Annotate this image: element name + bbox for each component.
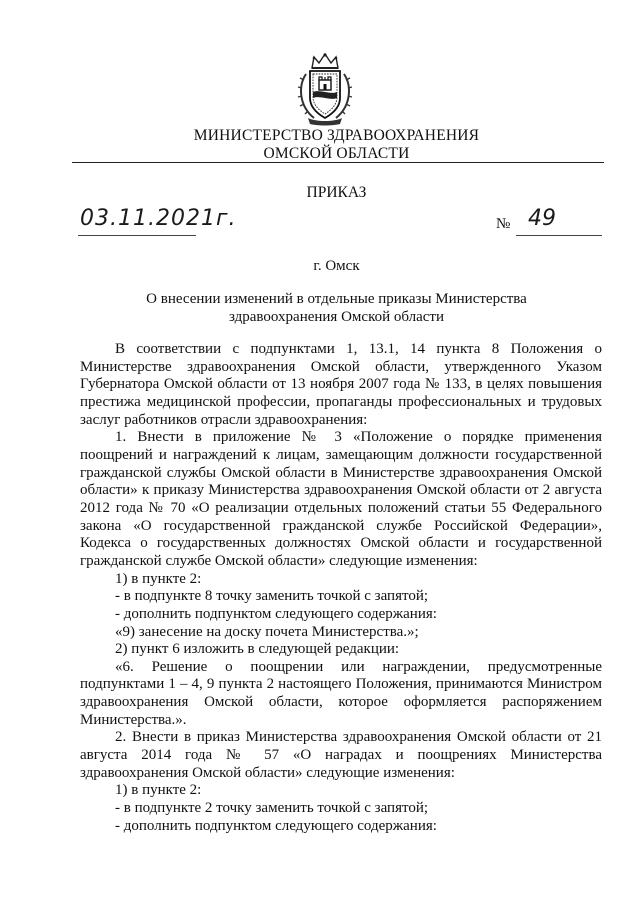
paragraph-item-2: 2. Внести в приказ Министерства здравоохранения Омской области от 21 августа 2014 года № 57 «О наградах и поощрениях Министерства здравоохранения Омской области» следующие изменения: [80,729,602,781]
paragraph-item-1: 1. Внести в приложение № 3 «Положение о порядке применения поощрений и награждений к лицам, замещающим должности государственной гражданской службы Омской области в Министерстве здравоохранения Омской области» к приказу Министерства здравоохранения Омской области от 2 августа 2012 года № 70 «О реализации отдельных положений статьи 55 Федерального закона «О государственной гражданской службе Российской Федерации», Кодекса о государственных должностях Омской области и государственной гражданской службе Омской области» следующие изменения: [80,429,602,569]
document-date: 03.11.2021г. [80,206,237,231]
number-label: № [496,216,511,232]
subject-line1: О внесении изменений в отдельные приказы Министерства [146,291,527,307]
document-type: ПРИКАЗ [306,184,367,201]
ministry-name [0,127,637,163]
ministry-name-line1: МИНИСТЕРСТВО ЗДРАВООХРАНЕНИЯ [193,127,480,144]
paragraph-subitem: 2) пункт 6 изложить в следующей редакции: [115,641,400,658]
paragraph-subitem: - дополнить подпунктом следующего содержания: [115,605,437,622]
ministry-name-line2: ОМСКОЙ ОБЛАСТИ [263,145,410,162]
paragraph-subitem: - в подпункте 8 точку заменить точкой с запятой; [115,588,429,605]
document-subject [0,290,637,326]
header-divider [72,162,604,163]
subject-line2: здравоохранения Омской области [228,309,445,325]
city: г. Омск [313,258,360,274]
number-underline [516,235,602,236]
omsk-region-coat-of-arms-icon [296,52,354,126]
paragraph-subitem: - в подпункте 2 точку заменить точкой с запятой; [115,800,429,817]
document-number: 49 [528,206,556,231]
paragraph-quoted-clause: «6. Решение о поощрении или награждении, предусмотренные подпунктами 1 – 4, 9 пункта 2 настоящего Положения, принимаются Министром здравоохранения Омской области, которое оформляется распоряжением Министерства.». [80,658,602,728]
paragraph-subitem: 1) в пункте 2: [115,570,202,587]
paragraph-subitem: «9) занесение на доску почета Министерства.»; [115,623,419,640]
paragraph-preamble: В соответствии с подпунктами 1, 13.1, 14 пункта 8 Положения о Министерстве здравоохранения Омской области, утвержденного Указом Губернатора Омской области от 13 ноября 2007 года № 133, в целях повышения престижа медицинской профессии, пропаганды профессиональных и трудовых заслуг работников отрасли здравоохранения: [80,341,602,428]
document-body [80,341,602,835]
paragraph-subitem: 1) в пункте 2: [115,782,202,799]
date-underline [78,235,196,236]
paragraph-subitem: - дополнить подпунктом следующего содержания: [115,817,437,834]
